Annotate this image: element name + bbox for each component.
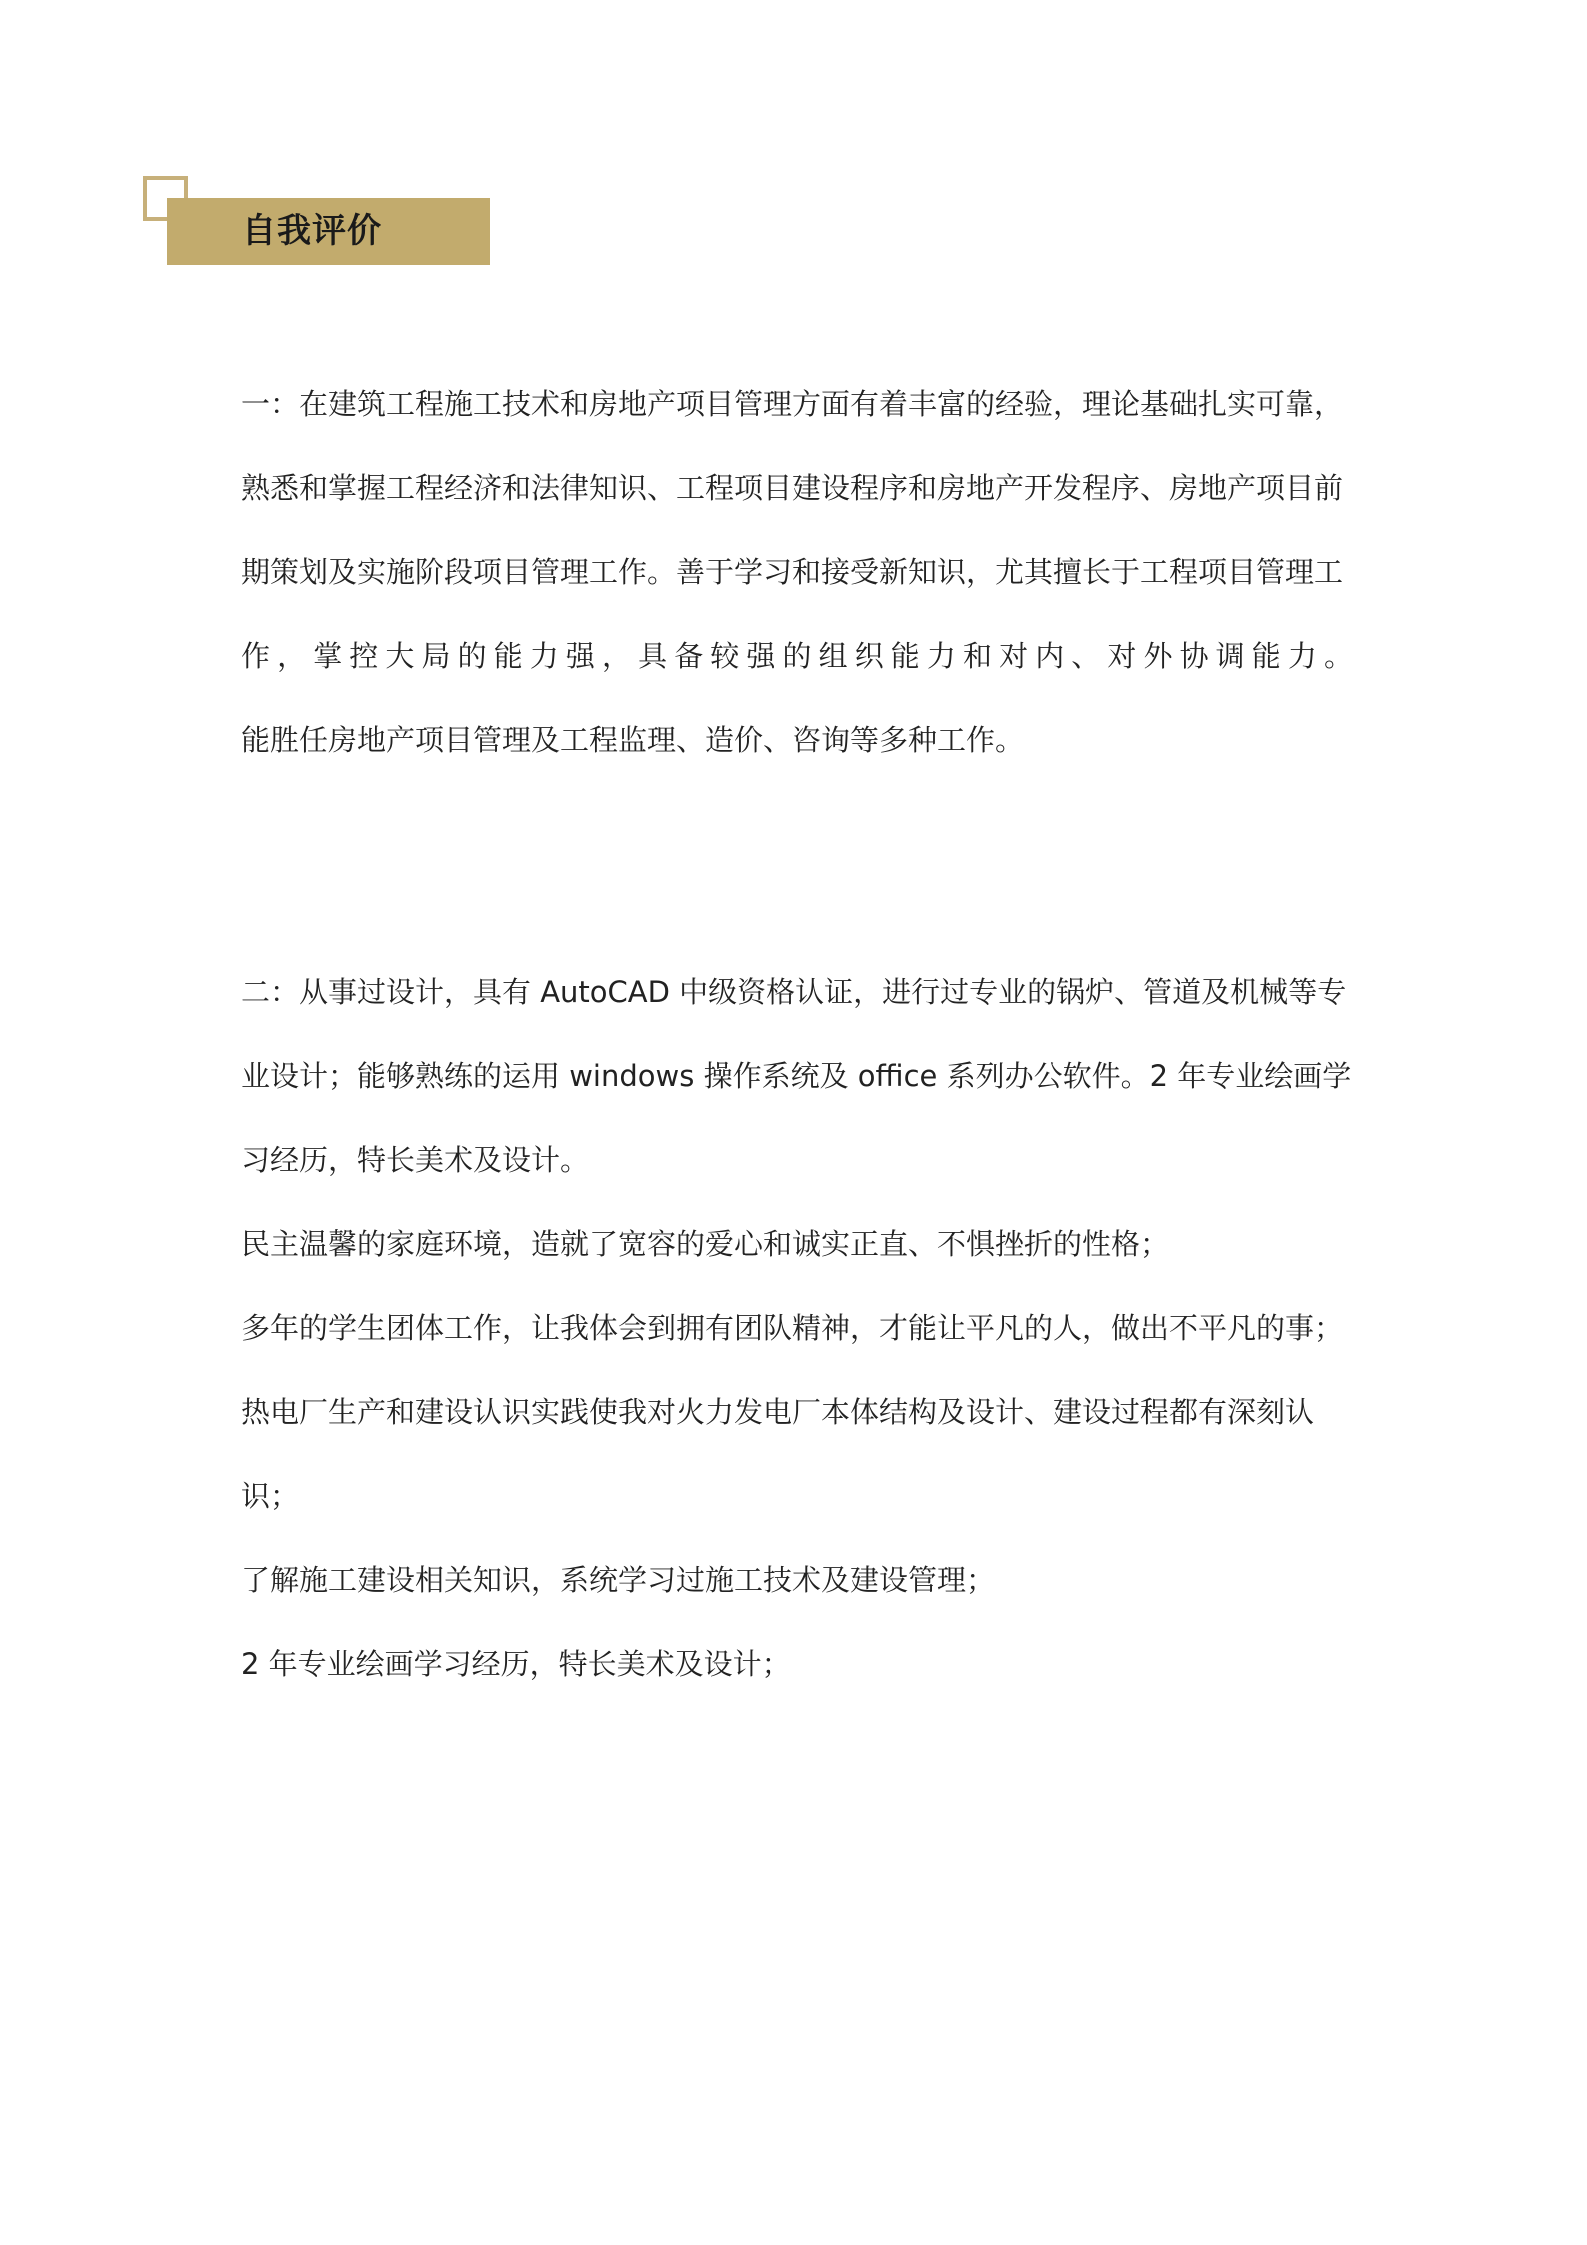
paragraph-line: 民主温馨的家庭环境，造就了宽容的爱心和诚实正直、不惧挫折的性格；: [241, 1227, 1170, 1261]
paragraph-line: 习经历，特长美术及设计。: [241, 1143, 590, 1177]
paragraph-line: 业设计；能够熟练的运用 windows 操作系统及 office 系列办公软件。2 年专业绘画学: [241, 1059, 1352, 1093]
paragraph-line: 二：从事过设计，具有 AutoCAD 中级资格认证，进行过专业的锅炉、管道及机械等专: [241, 975, 1347, 1009]
paragraph-skills: [241, 950, 1353, 1706]
paragraph-line: 多年的学生团体工作，让我体会到拥有团队精神，才能让平凡的人，做出不平凡的事；: [241, 1311, 1344, 1345]
paragraph-line: 一：在建筑工程施工技术和房地产项目管理方面有着丰富的经验，理论基础扎实可靠，: [241, 387, 1344, 421]
paragraph-line: 作，掌控大局的能力强，具备较强的组织能力和对内、对外协调能力。: [241, 639, 1353, 673]
paragraph-line: 能胜任房地产项目管理及工程监理、造价、咨询等多种工作。: [241, 723, 1025, 757]
paragraph-line: 熟悉和掌握工程经济和法律知识、工程项目建设程序和房地产开发程序、房地产项目前: [241, 471, 1344, 505]
paragraph-line: 了解施工建设相关知识，系统学习过施工技术及建设管理；: [241, 1563, 996, 1597]
paragraph-line: 识；: [241, 1479, 300, 1513]
section-title: 自我评价: [242, 211, 382, 251]
paragraph-line: 热电厂生产和建设认识实践使我对火力发电厂本体结构及设计、建设过程都有深刻认: [241, 1395, 1315, 1429]
paragraph-line: 期策划及实施阶段项目管理工作。善于学习和接受新知识，尤其擅长于工程项目管理工: [241, 555, 1344, 589]
section-header: [167, 198, 490, 265]
paragraph-experience: [241, 362, 1353, 782]
paragraph-line: 2 年专业绘画学习经历，特长美术及设计；: [241, 1647, 791, 1681]
